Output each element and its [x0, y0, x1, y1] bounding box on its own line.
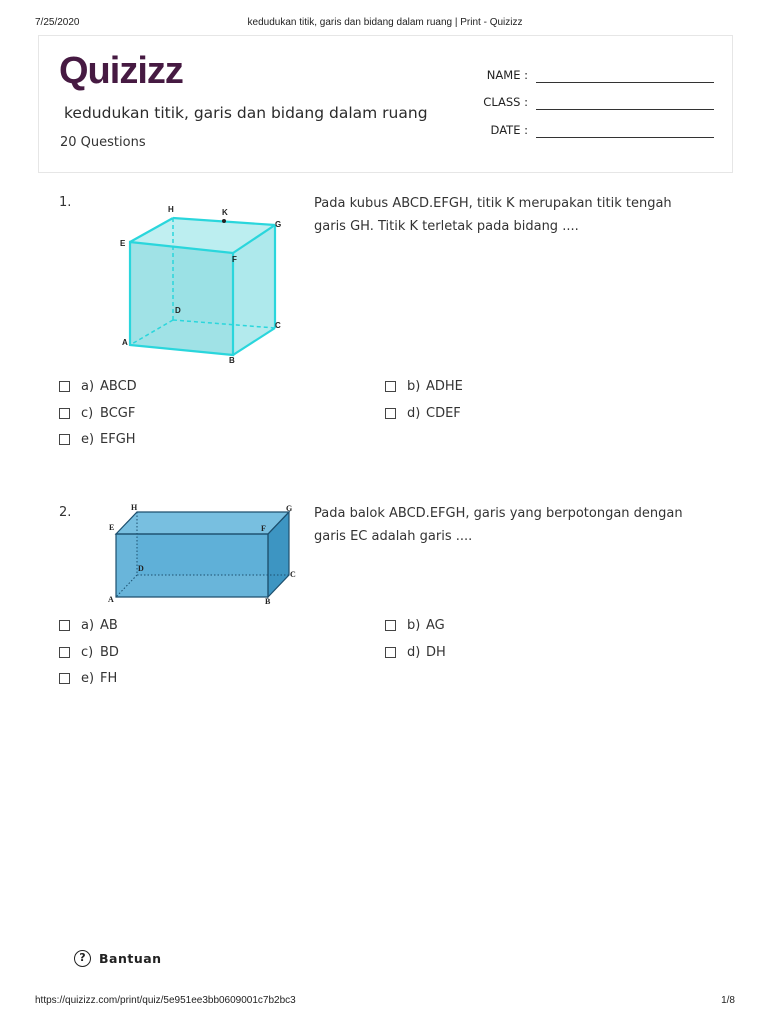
name-line — [536, 82, 714, 83]
quiz-header-card — [38, 35, 733, 173]
vertex-label-f: F — [261, 524, 266, 533]
option-text: AB — [100, 618, 118, 633]
print-page-title: kedudukan titik, garis dan bidang dalam ruang | Print - Quizizz — [247, 17, 523, 28]
checkbox[interactable] — [59, 408, 70, 419]
cuboid-figure — [106, 502, 301, 606]
vertex-label-k: K — [222, 208, 228, 217]
checkbox[interactable] — [385, 381, 396, 392]
checkbox[interactable] — [385, 620, 396, 631]
vertex-label-g: G — [286, 504, 293, 513]
option-letter: a) — [81, 618, 95, 633]
checkbox[interactable] — [59, 434, 70, 445]
option-letter: d) — [407, 645, 421, 660]
vertex-label-c: C — [290, 570, 296, 579]
vertex-label-h: H — [168, 205, 174, 214]
checkbox[interactable] — [385, 647, 396, 658]
option-text: DH — [426, 645, 446, 660]
vertex-label-b: B — [265, 597, 271, 606]
checkbox[interactable] — [59, 381, 70, 392]
question-1-text: Pada kubus ABCD.EFGH, titik K merupakan titik tengah garis GH. Titik K terletak pada bidang .... — [314, 196, 672, 234]
option-text: CDEF — [426, 406, 461, 421]
option-text: BD — [100, 645, 119, 660]
print-header — [35, 17, 735, 31]
class-label: CLASS : — [483, 95, 528, 109]
vertex-label-f: F — [232, 255, 237, 264]
vertex-label-b: B — [229, 356, 235, 365]
vertex-label-e: E — [109, 523, 115, 532]
vertex-label-a: A — [122, 338, 128, 347]
question-2-text: Pada balok ABCD.EFGH, garis yang berpotongan dengan garis EC adalah garis .... — [314, 506, 683, 544]
name-label: NAME : — [486, 68, 528, 82]
option-letter: c) — [81, 406, 94, 421]
option-text: EFGH — [100, 432, 136, 447]
name-field — [479, 68, 714, 86]
cube-figure — [115, 200, 295, 365]
option-text: BCGF — [100, 406, 136, 421]
help-label: Bantuan — [99, 951, 162, 966]
date-label: DATE : — [490, 123, 528, 137]
vertex-label-d: D — [175, 306, 181, 315]
class-field — [479, 95, 714, 113]
checkbox[interactable] — [385, 408, 396, 419]
option-letter: e) — [81, 671, 95, 686]
class-line — [536, 109, 714, 110]
vertex-label-c: C — [275, 321, 281, 330]
option-letter: d) — [407, 406, 421, 421]
date-field — [479, 123, 714, 141]
checkbox[interactable] — [59, 620, 70, 631]
print-url: https://quizizz.com/print/quiz/5e951ee3bb0609001c7b2bc3 — [35, 995, 296, 1006]
vertex-label-g: G — [275, 220, 282, 229]
cube-front-face — [130, 242, 233, 355]
vertex-label-h: H — [131, 503, 138, 512]
point-k-marker — [222, 219, 226, 223]
option-text: ABCD — [100, 379, 137, 394]
question-count: 20 Questions — [60, 135, 146, 150]
option-text: FH — [100, 671, 118, 686]
question-2-number: 2. — [59, 505, 72, 520]
option-letter: b) — [407, 379, 421, 394]
print-footer — [35, 995, 735, 1009]
print-date: 7/25/2020 — [35, 17, 80, 28]
option-text: ADHE — [426, 379, 463, 394]
question-circle-icon: ? — [74, 950, 91, 967]
vertex-label-e: E — [120, 239, 126, 248]
option-letter: e) — [81, 432, 95, 447]
date-line — [536, 137, 714, 138]
quiz-title: kedudukan titik, garis dan bidang dalam ruang — [64, 104, 428, 122]
vertex-label-a: A — [108, 595, 114, 604]
option-text: AG — [426, 618, 445, 633]
question-1-number: 1. — [59, 195, 72, 210]
option-letter: c) — [81, 645, 94, 660]
quizizz-logo: Quizizz — [59, 50, 183, 92]
option-letter: a) — [81, 379, 95, 394]
option-letter: b) — [407, 618, 421, 633]
page-number: 1/8 — [721, 995, 735, 1006]
vertex-label-d: D — [138, 564, 144, 573]
checkbox[interactable] — [59, 647, 70, 658]
checkbox[interactable] — [59, 673, 70, 684]
